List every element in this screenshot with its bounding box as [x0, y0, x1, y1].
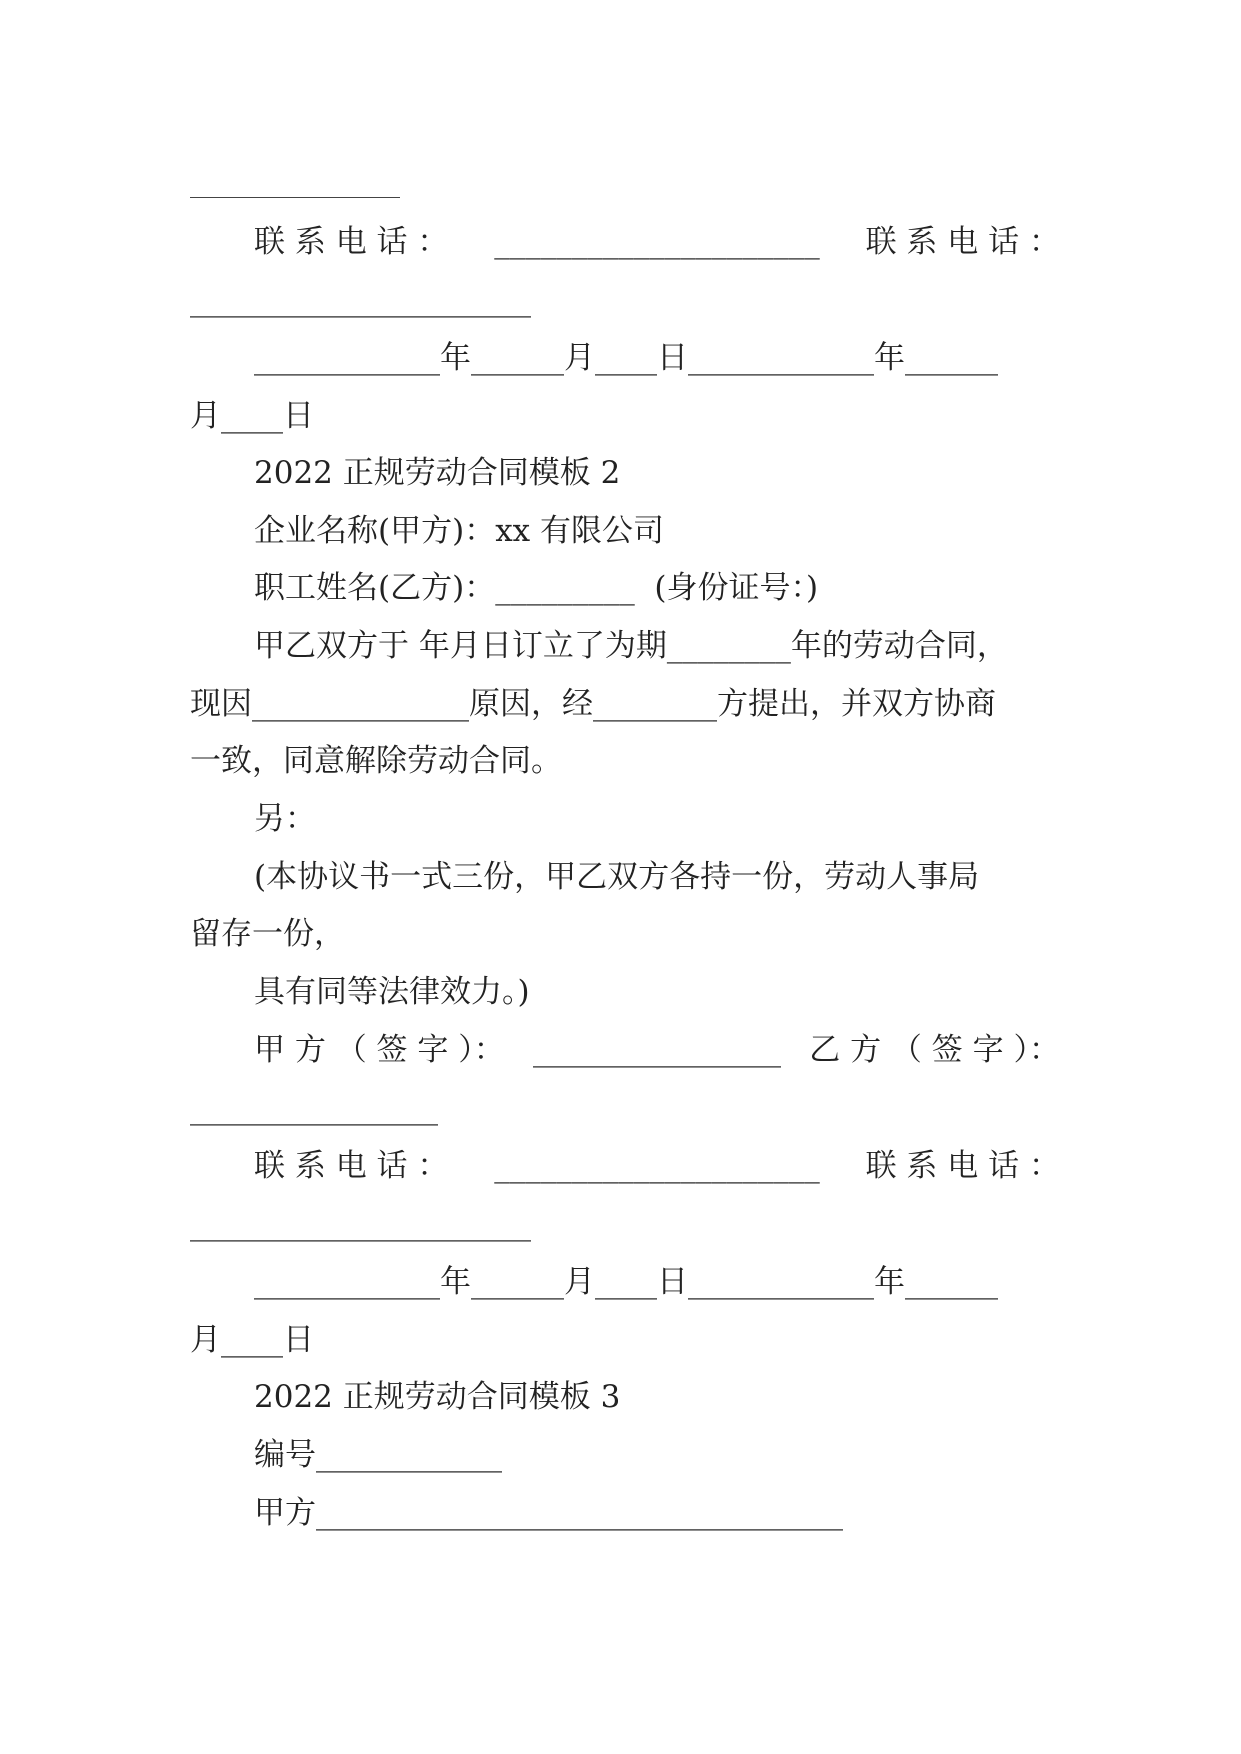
phone-blank-right: ______________________ [190, 282, 531, 318]
section-title: 2022 正规劳动合同模板 2 [254, 455, 621, 491]
signature-label-left: 甲 方 （ 签 字 ）： [254, 1032, 505, 1068]
company-name-line: 企业名称(甲方)：xx 有限公司 [254, 513, 665, 549]
date-row-continuation: 月____日 [190, 398, 314, 434]
other-label: 另： [254, 801, 316, 837]
signature-blank-right: ________________ [190, 1090, 438, 1126]
signature-row [254, 1030, 1060, 1070]
date-row-continuation: 月____日 [190, 1322, 314, 1358]
party-a-line: 甲方__________________________________ [254, 1495, 843, 1531]
paragraph-line: 一致，同意解除劳动合同。 [190, 743, 562, 779]
section-title: 2022 正规劳动合同模板 3 [254, 1379, 621, 1415]
phone-label-left: 联 系 电 话 ： [254, 224, 449, 260]
note-line: (本协议书一式三份，甲乙双方各持一份，劳动人事局 [254, 859, 980, 895]
date-row: ____________年______月____日____________年______ [254, 340, 998, 376]
note-line: 具有同等法律效力。) [254, 974, 530, 1010]
phone-label-right: 联 系 电 话 ： [865, 1148, 1060, 1184]
phone-blank-left: _____________________ [494, 1148, 820, 1184]
phone-blank-right: ______________________ [190, 1206, 531, 1242]
phone-blank-left: _____________________ [494, 224, 820, 260]
paragraph-line: 甲乙双方于 年月日订立了为期________年的劳动合同， [254, 628, 1008, 664]
phone-label-left: 联 系 电 话 ： [254, 1148, 449, 1184]
phone-row [254, 222, 1060, 262]
phone-label-right: 联 系 电 话 ： [865, 224, 1060, 260]
employee-name-line: 职工姓名(乙方)：_________ (身份证号：) [254, 570, 819, 606]
paragraph-line: 现因______________原因，经________方提出，并双方协商 [190, 686, 996, 722]
signature-blank-line [190, 197, 400, 198]
date-row: ____________年______月____日____________年______ [254, 1264, 998, 1300]
phone-row [254, 1146, 1060, 1186]
number-line: 编号____________ [254, 1437, 502, 1473]
signature-label-right: 乙 方 （ 签 字 ）： [809, 1032, 1060, 1068]
note-line: 留存一份， [190, 916, 345, 952]
signature-blank-left: ________________ [533, 1032, 781, 1068]
